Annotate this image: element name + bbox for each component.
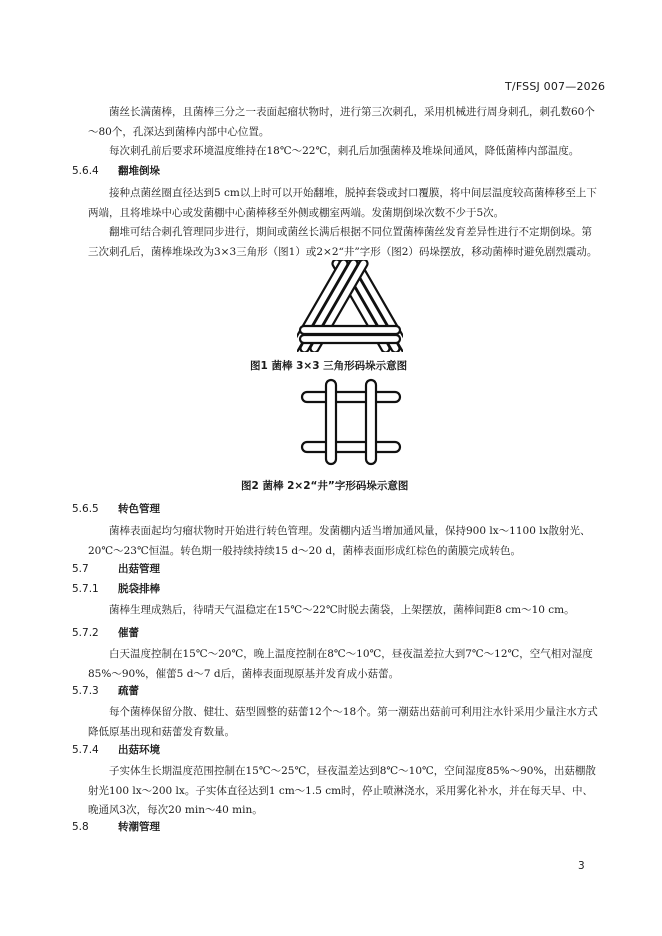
figure-1-caption: 图1 菌棒 3×3 三角形码垛示意图 bbox=[250, 360, 408, 372]
standard-number: T/FSSJ 007—2026 bbox=[505, 80, 606, 93]
heading-title: 翻堆倒垛 bbox=[118, 165, 160, 177]
heading-5-6-5 bbox=[72, 501, 160, 516]
heading-5-7-2 bbox=[72, 625, 139, 640]
heading-number: 5.7.4 bbox=[72, 744, 99, 756]
paragraph-color-change: 菌棒表面起均匀瘤状物时开始进行转色管理。发菌棚内适当增加通风量，保持900 lx～1100 lx散射光、20℃～23℃恒温。转色期一般持续持续15 d～20 d，菌棒表面形成红棕色的菌膜完成转色。 bbox=[88, 525, 591, 557]
heading-title: 转色管理 bbox=[118, 503, 160, 515]
heading-number: 5.7 bbox=[72, 563, 89, 575]
heading-5-7-1 bbox=[72, 581, 160, 596]
heading-title: 脱袋排棒 bbox=[118, 583, 160, 595]
paragraph-fruiting-environment: 子实体生长期温度范围控制在15℃～25℃，昼夜温差达到8℃～10℃，空间湿度85%～90%，出菇棚散射光100 lx～200 lx。子实体直径达到1 cm～1.5 cm时，停止喷淋浇水，采用雾化补水，并在每天早、中、晚通风3次，每次20 min～40 min。 bbox=[88, 765, 596, 816]
heading-5-7 bbox=[72, 561, 160, 576]
heading-title: 疏蕾 bbox=[118, 685, 139, 697]
heading-5-7-4 bbox=[72, 742, 160, 757]
figure-triangle-stacking bbox=[297, 260, 403, 352]
paragraph-third-puncture: 菌丝长满菌棒，且菌棒三分之一表面起瘤状物时，进行第三次刺孔，采用机械进行周身刺孔，刺孔数60个～80个，孔深达到菌棒内部中心位置。 bbox=[88, 106, 595, 138]
paragraph-puncture-temperature: 每次刺孔前后要求环境温度维持在18℃～22℃，刺孔后加强菌棒及堆垛间通风，降低菌棒内部温度。 bbox=[109, 145, 580, 157]
figure-well-stacking bbox=[296, 378, 406, 466]
paragraph-stacking-method: 翻堆可结合刺孔管理同步进行，期间或菌丝长满后根据不同位置菌棒菌丝发育差异性进行不定期倒垛。第三次刺孔后，菌棒堆垛改为3×3三角形（图1）或2×2“井”字形（图2）码垛摆放，移动菌棒时避免剧烈震动。 bbox=[88, 226, 598, 258]
paragraph-bag-removal: 菌棒生理成熟后，待晴天气温稳定在15℃～22℃时脱去菌袋，上架摆放，菌棒间距8 cm～10 cm。 bbox=[109, 604, 575, 616]
heading-number: 5.7.1 bbox=[72, 583, 99, 595]
figure-2-caption: 图2 菌棒 2×2“井”字形码垛示意图 bbox=[241, 480, 409, 492]
paragraph-bud-induction: 白天温度控制在15℃～20℃，晚上温度控制在8℃～10℃，昼夜温差拉大到7℃～12℃，空气相对湿度85%～90%，催蕾5 d～7 d后，菌棒表面现原基并发育成小菇蕾。 bbox=[88, 648, 593, 680]
heading-title: 出菇管理 bbox=[118, 563, 160, 575]
heading-number: 5.7.3 bbox=[72, 685, 99, 697]
heading-number: 5.6.5 bbox=[72, 503, 99, 515]
heading-5-8 bbox=[72, 819, 160, 834]
well-horizontal-logs bbox=[302, 392, 400, 452]
heading-5-6-4 bbox=[72, 163, 160, 178]
heading-number: 5.7.2 bbox=[72, 627, 99, 639]
heading-title: 出菇环境 bbox=[118, 744, 160, 756]
paragraph-turn-pile: 接种点菌丝圈直径达到5 cm以上时可以开始翻堆，脱掉套袋或封口覆膜，将中间层温度较高菌棒移至上下两端，且将堆垛中心或发菌棚中心菌棒移至外侧或棚室两端。发菌期倒垛次数不少于5次。 bbox=[88, 187, 597, 219]
page-number: 3 bbox=[578, 860, 585, 872]
paragraph-bud-thinning: 每个菌棒保留分散、健壮、菇型圆整的菇蕾12个～18个。第一潮菇出菇前可利用注水针采用少量注水方式降低原基出现和菇蕾发育数量。 bbox=[88, 706, 598, 738]
heading-5-7-3 bbox=[72, 683, 139, 698]
heading-number: 5.6.4 bbox=[72, 165, 99, 177]
heading-number: 5.8 bbox=[72, 821, 89, 833]
heading-title: 转潮管理 bbox=[118, 821, 160, 833]
heading-title: 催蕾 bbox=[118, 627, 139, 639]
triangle-side-bottom bbox=[300, 326, 400, 343]
